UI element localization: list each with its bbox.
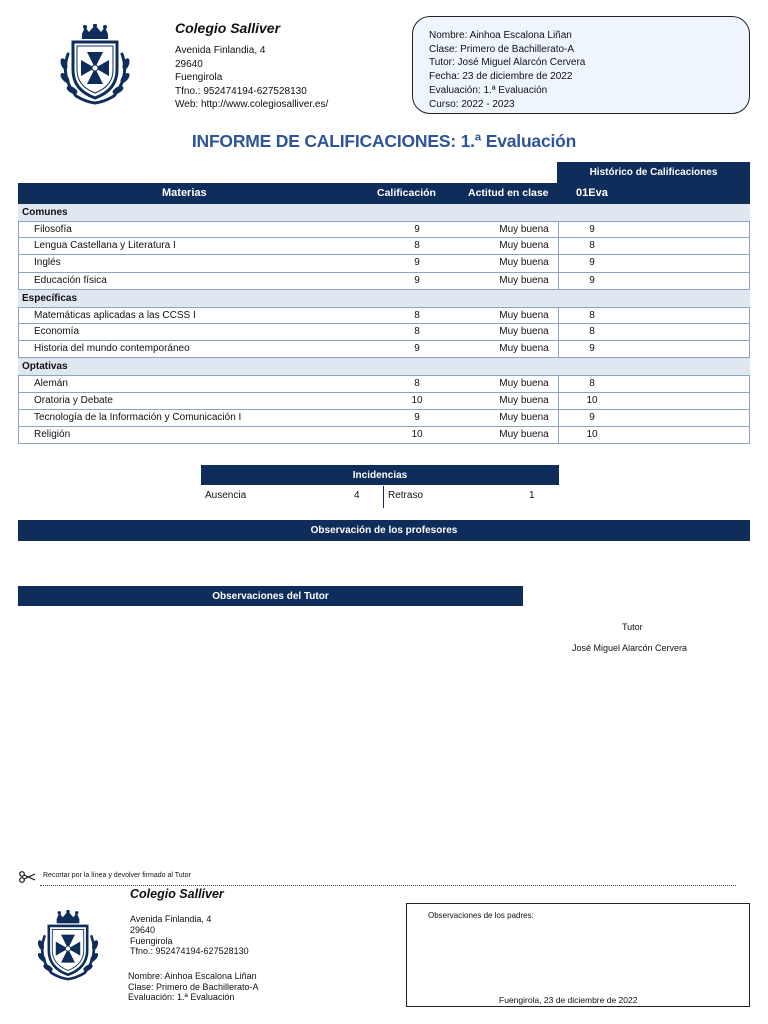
column-divider [558, 393, 559, 409]
table-row [18, 221, 750, 238]
report-title: INFORME DE CALIFICACIONES: 1.ª Evaluación [191, 131, 577, 151]
grade-cell: 8 [414, 325, 420, 337]
attitude-cell: Muy buena [499, 257, 549, 269]
history-grade-cell: 8 [589, 240, 595, 252]
subject-cell: Alemán [34, 378, 68, 390]
grade-cell: 8 [414, 240, 420, 252]
column-divider [558, 238, 559, 254]
observaciones-tutor-header: Observaciones del Tutor [18, 586, 523, 606]
subject-cell: Matemáticas aplicadas a las CCSS I [34, 309, 196, 321]
report-date: Fecha: 23 de diciembre de 2022 [429, 71, 573, 83]
slip-school-crest-icon [34, 910, 102, 982]
column-divider [558, 324, 559, 340]
history-grade-cell: 9 [589, 224, 595, 235]
slip-place-date: Fuengirola, 23 de diciembre de 2022 [499, 995, 638, 1005]
signature-name: José Miguel Alarcón Cervera [572, 643, 688, 653]
grade-cell: 9 [414, 343, 420, 355]
history-grade-cell: 8 [589, 325, 595, 337]
school-name: Colegio Salliver [175, 20, 281, 36]
table-row [18, 307, 750, 324]
grade-cell: 10 [411, 394, 423, 406]
incidencias-divider [383, 486, 384, 508]
student-class: Clase: Primero de Bachillerato-A [429, 43, 575, 55]
table-row [18, 273, 750, 290]
column-divider [558, 341, 559, 357]
scissors-icon [18, 871, 36, 883]
cut-line [40, 885, 736, 886]
history-grade-cell: 9 [589, 343, 595, 355]
subject-group-header: Específicas [18, 290, 750, 307]
slip-address-street: Avenida Finlandia, 4 [130, 914, 212, 924]
slip-address-postcode: 29640 [130, 924, 156, 935]
historico-header: Histórico de Calificaciones [557, 162, 750, 183]
school-crest-icon [56, 24, 134, 106]
subject-cell: Tecnología de la Información y Comunicación I [34, 411, 242, 423]
slip-address [130, 914, 249, 957]
history-grade-cell: 9 [589, 257, 595, 269]
history-grade-cell: 10 [586, 428, 598, 440]
column-divider [558, 410, 559, 426]
history-grade-cell: 8 [589, 378, 595, 390]
observacion-profesores-header: Observación de los profesores [18, 520, 750, 541]
grades-table-header [18, 183, 750, 204]
history-grade-cell: 8 [589, 309, 595, 321]
student-name: Nombre: Ainhoa Escalona Liñan [429, 30, 572, 41]
cut-instruction: Recortar por la línea y devolver firmado al Tutor [43, 872, 191, 879]
grade-cell: 9 [414, 257, 420, 269]
incidencias-header: Incidencias [201, 465, 559, 485]
address-postcode: 29640 [175, 58, 203, 70]
grade-cell: 8 [414, 378, 420, 390]
retraso-label: Retraso [388, 490, 424, 501]
subject-cell: Oratoria y Debate [34, 394, 113, 406]
attitude-cell: Muy buena [499, 224, 549, 235]
grades-table-body [18, 204, 750, 444]
col-materias: Materias [162, 187, 207, 199]
grade-cell: 9 [414, 224, 420, 235]
grade-cell: 9 [414, 411, 420, 423]
grade-cell: 9 [414, 274, 420, 286]
attitude-cell: Muy buena [499, 394, 549, 406]
history-grade-cell: 9 [589, 274, 595, 286]
subject-cell: Filosofía [34, 224, 72, 235]
col-actitud: Actitud en clase [468, 187, 549, 199]
col-calificacion: Calificación [377, 187, 436, 199]
table-row [18, 238, 750, 255]
attitude-cell: Muy buena [499, 325, 549, 337]
table-row [18, 393, 750, 410]
history-grade-cell: 10 [586, 394, 598, 406]
subject-cell: Economía [34, 325, 80, 337]
subject-group-header: Optativas [18, 358, 750, 375]
attitude-cell: Muy buena [499, 343, 549, 355]
attitude-cell: Muy buena [499, 411, 549, 423]
attitude-cell: Muy buena [499, 274, 549, 286]
col-eval: 01Eva [576, 187, 608, 199]
parents-observations-label: Observaciones de los padres: [428, 911, 534, 920]
column-divider [558, 255, 559, 271]
evaluation: Evaluación: 1.ª Evaluación [429, 84, 548, 96]
table-row [18, 324, 750, 341]
column-divider [558, 376, 559, 391]
column-divider [558, 427, 559, 443]
address-street: Avenida Finlandia, 4 [175, 45, 266, 56]
slip-address-city: Fuengirola [130, 935, 173, 946]
column-divider [558, 222, 559, 237]
subject-cell: Inglés [34, 257, 61, 269]
column-divider [558, 308, 559, 323]
ausencia-label: Ausencia [205, 490, 247, 501]
address-city: Fuengirola [175, 72, 223, 84]
parents-observations-box[interactable] [406, 903, 750, 1007]
slip-student-info [128, 971, 259, 1003]
attitude-cell: Muy buena [499, 428, 549, 440]
slip-address-phone: Tfno.: 952474194-627528130 [130, 946, 249, 957]
school-address [175, 44, 328, 112]
signature-role: Tutor [622, 622, 643, 632]
subject-cell: Lengua Castellana y Literatura I [34, 240, 176, 252]
table-row [18, 410, 750, 427]
attitude-cell: Muy buena [499, 240, 549, 252]
table-row [18, 427, 750, 444]
subject-cell: Historia del mundo contemporáneo [34, 343, 190, 355]
attitude-cell: Muy buena [499, 378, 549, 390]
attitude-cell: Muy buena [499, 309, 549, 321]
table-row [18, 375, 750, 392]
column-divider [558, 273, 559, 289]
subject-group-header: Comunes [18, 204, 750, 221]
address-web: Web: http://www.colegiosalliver.es/ [175, 99, 329, 111]
table-row [18, 255, 750, 272]
subject-cell: Religión [34, 428, 71, 440]
slip-student-class: Clase: Primero de Bachillerato-A [128, 981, 259, 992]
school-year: Curso: 2022 - 2023 [429, 98, 515, 110]
grade-cell: 8 [414, 309, 420, 321]
slip-student-name: Nombre: Ainhoa Escalona Liñan [128, 971, 257, 981]
subject-cell: Educación física [34, 274, 107, 286]
table-row [18, 341, 750, 358]
address-phone: Tfno.: 952474194-627528130 [175, 85, 307, 97]
slip-school-name: Colegio Salliver [130, 887, 224, 901]
retraso-value: 1 [529, 490, 535, 501]
history-grade-cell: 9 [589, 411, 595, 423]
ausencia-value: 4 [354, 490, 360, 501]
slip-evaluation: Evaluación: 1.ª Evaluación [128, 992, 235, 1002]
student-tutor: Tutor: José Miguel Alarcón Cervera [429, 57, 586, 69]
student-info-box [412, 16, 750, 114]
grade-cell: 10 [411, 428, 423, 440]
